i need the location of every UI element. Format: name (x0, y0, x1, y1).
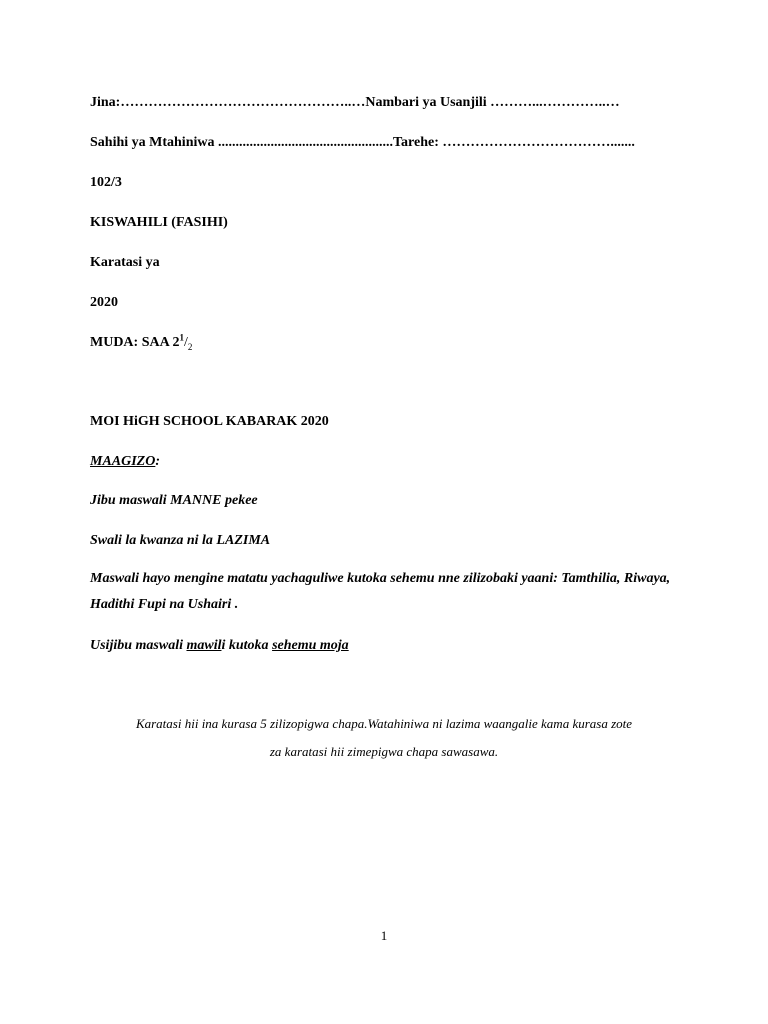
instructions-heading-colon: : (155, 454, 161, 469)
instruction-2: Swali la kwanza ni la LAZIMA (90, 533, 271, 548)
instruction-4 (90, 637, 708, 655)
signature-and-date-line: Sahihi ya Mtahiniwa ..................................................Tarehe: ………………………………....... (90, 135, 635, 150)
exam-year: 2020 (90, 295, 118, 310)
page-count-note-line-1: Karatasi hii ina kurasa 5 zilizopigwa chapa.Watahiniwa ni lazima waangalie kama kurasa zote (135, 716, 633, 731)
paper-label: Karatasi ya (90, 255, 160, 270)
duration-sub: 2 (187, 341, 193, 352)
instruction-3: Maswali hayo mengine matatu yachaguliwe kutoka sehemu nne zilizobaki yaani: Tamthilia, Riwaya, Hadithi Fupi na Ushairi . (90, 571, 671, 612)
duration-sup: 1 (179, 332, 184, 343)
duration (90, 334, 708, 352)
school-title: MOI HiGH SCHOOL KABARAK 2020 (90, 414, 329, 429)
instruction-4-underline-1: mawil (186, 638, 222, 653)
instruction-4-underline-2: sehemu moja (272, 638, 349, 653)
page-count-note (80, 710, 688, 766)
instructions-heading (90, 453, 708, 471)
instruction-1: Jibu maswali MANNE pekee (90, 493, 258, 508)
instruction-4-part-b: i kutoka (221, 638, 273, 653)
duration-prefix: MUDA: SAA 2 (90, 335, 180, 350)
instructions-heading-text: MAAGIZO (90, 454, 156, 469)
name-and-registration-line: Jina:…………………………………………..…Nambari ya Usanjili ………...…………..… (90, 95, 620, 110)
paper-code: 102/3 (90, 175, 122, 190)
page-count-note-line-2: za karatasi hii zimepigwa chapa sawasawa. (269, 744, 499, 759)
subject-title: KISWAHILI (FASIHI) (90, 215, 228, 230)
duration-slash: / (183, 335, 188, 350)
page-number: 1 (380, 928, 388, 943)
instruction-4-part-a: Usijibu maswali (90, 638, 187, 653)
